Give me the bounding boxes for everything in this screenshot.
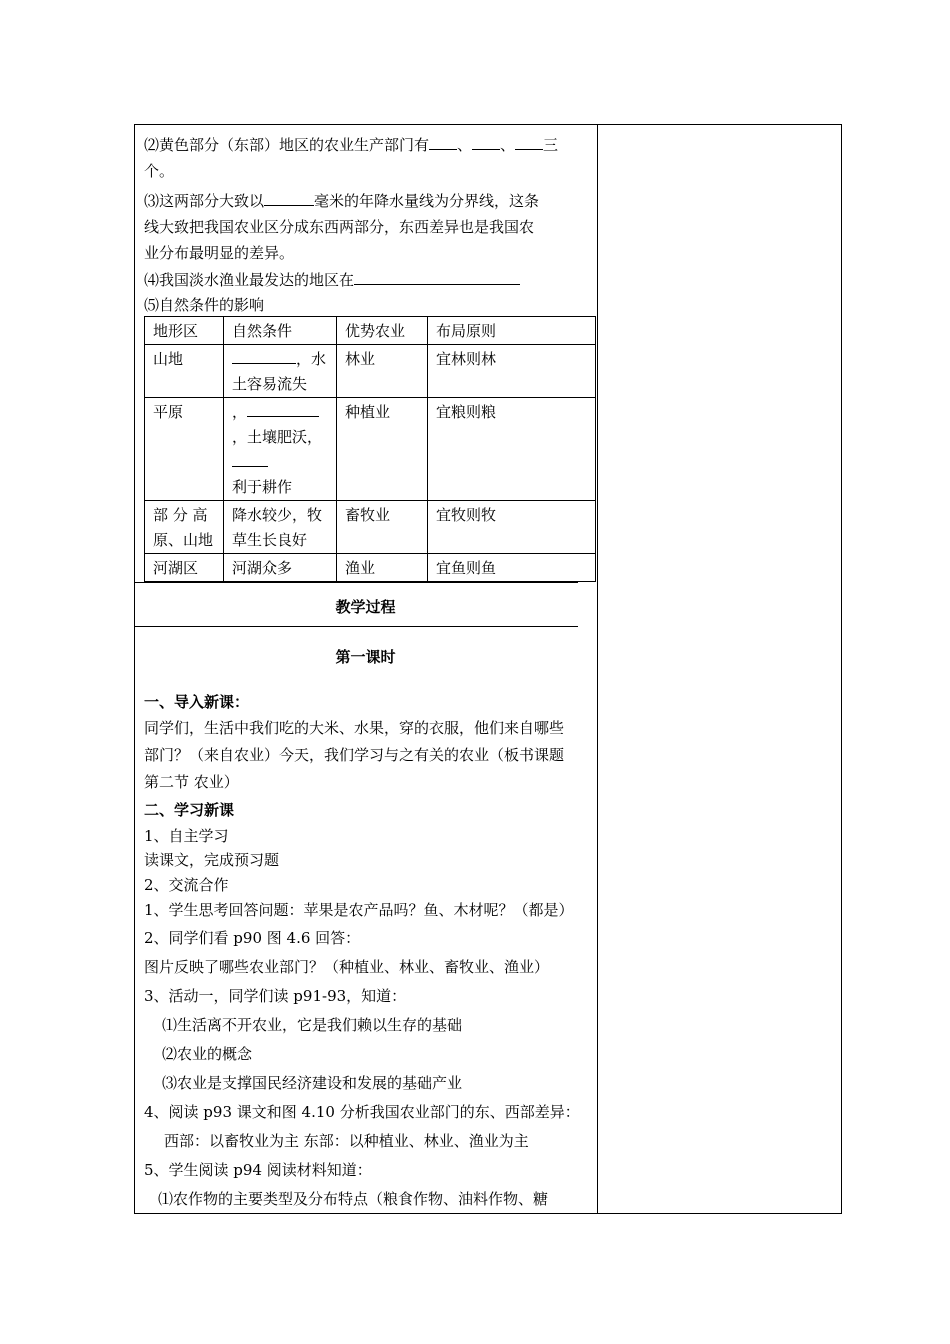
paragraph-line: 第二节 农业） [144, 772, 239, 791]
table-cell: 畜牧业 [337, 501, 428, 554]
table-header: 自然条件 [224, 317, 337, 345]
list-item: 读课文，完成预习题 [144, 851, 280, 869]
table-row [145, 345, 596, 398]
table-row [145, 554, 596, 582]
table-cell [145, 501, 224, 554]
question-2 [144, 132, 592, 184]
question-5 [144, 294, 592, 316]
q5-text: ⑸自然条件的影响 [144, 296, 265, 314]
cell-text: 原、山地 [153, 531, 214, 549]
q3-line2: 线大致把我国农业区分成东西两部分，东西差异也是我国农 [144, 218, 535, 236]
column-divider [597, 124, 598, 1214]
table-row [145, 501, 596, 554]
table-cell [224, 345, 337, 398]
table-cell: 河湖众多 [224, 554, 337, 582]
list-item: 4、阅读 p93 课文和图 4.10 分析我国农业部门的东、西部差异： [144, 1103, 580, 1121]
q3-line1 [144, 188, 592, 214]
list-item: 图片反映了哪些农业部门？（种植业、林业、畜牧业、渔业） [144, 958, 550, 976]
table-cell: 种植业 [337, 398, 428, 501]
list-item: ⑶农业是支撑国民经济建设和发展的基础产业 [162, 1074, 463, 1092]
table-cell: 平原 [145, 398, 224, 501]
paragraph-line: 部门？（来自农业）今天，我们学习与之有关的农业（板书课题 [144, 745, 565, 764]
blank[interactable] [247, 410, 319, 417]
cell-text: ，水 [296, 350, 327, 368]
q4-text: ⑷我国淡水渔业最发达的地区在 [144, 271, 355, 289]
cell-text: 利于耕作 [232, 478, 293, 496]
table-cell: 宜鱼则鱼 [428, 554, 596, 582]
q3-text: 毫米的年降水量线为分界线，这条 [314, 192, 540, 210]
table-cell: 河湖区 [145, 554, 224, 582]
list-item: ⑴农作物的主要类型及分布特点（粮食作物、油料作物、糖 [158, 1190, 549, 1208]
blank[interactable] [264, 189, 314, 206]
table-cell [224, 501, 337, 554]
blank[interactable] [232, 460, 268, 467]
table-cell: 宜林则林 [428, 345, 596, 398]
list-item: 1、自主学习 [144, 826, 229, 845]
natural-conditions-table [144, 316, 596, 582]
separator: 、 [500, 136, 516, 154]
list-item: 1、学生思考回答问题：苹果是农产品吗？鱼、木材呢？（都是） [144, 901, 574, 919]
list-item: ⑵农业的概念 [162, 1045, 253, 1063]
section-divider [134, 582, 578, 583]
table-cell: 山地 [145, 345, 224, 398]
blank[interactable] [429, 133, 457, 150]
list-item: 5、学生阅读 p94 阅读材料知道： [144, 1161, 372, 1179]
table-row [145, 398, 596, 501]
table-header-row [145, 317, 596, 345]
q2-text: ⑵黄色部分（东部）地区的农业生产部门有 [144, 136, 430, 154]
cell-text: ， [232, 403, 248, 421]
heading-new-lesson: 二、学习新课 [144, 800, 235, 819]
list-item: 3、活动一，同学们读 p91-93，知道： [144, 987, 407, 1005]
cell-text: 降水较少，牧 [232, 506, 323, 524]
cell-text: 土容易流失 [232, 375, 308, 393]
q2-text-end: 三 [543, 136, 559, 154]
separator: 、 [457, 136, 473, 154]
table-header: 布局原则 [428, 317, 596, 345]
lesson-body [144, 690, 592, 1214]
table-header: 地形区 [145, 317, 224, 345]
q3-line3: 业分布最明显的差异。 [144, 244, 295, 262]
blank[interactable] [232, 351, 296, 364]
question-3 [144, 188, 592, 266]
list-item: 西部：以畜牧业为主 东部：以种植业、林业、渔业为主 [164, 1132, 529, 1150]
table-cell: 宜牧则牧 [428, 501, 596, 554]
table-cell: 渔业 [337, 554, 428, 582]
question-4 [144, 268, 592, 291]
heading-intro: 一、导入新课： [144, 693, 250, 711]
list-item: 2、同学们看 p90 图 4.6 回答： [144, 929, 361, 947]
table-header: 优势农业 [337, 317, 428, 345]
cell-text: ，土壤肥沃， [232, 428, 323, 446]
section-title: 教学过程 [335, 598, 396, 616]
q3-text: ⑶这两部分大致以 [144, 192, 265, 210]
paragraph-line: 同学们，生活中我们吃的大米、水果，穿的衣服，他们来自哪些 [144, 718, 565, 737]
blank[interactable] [354, 268, 520, 285]
table-cell [224, 398, 337, 501]
q2-line2: 个。 [144, 162, 175, 180]
table-cell: 宜粮则粮 [428, 398, 596, 501]
table-cell: 林业 [337, 345, 428, 398]
cell-text: 部 分 高 [153, 506, 208, 524]
blank[interactable] [515, 133, 543, 150]
list-item: ⑴生活离不开农业，它是我们赖以生存的基础 [162, 1016, 463, 1034]
blank[interactable] [472, 133, 500, 150]
cell-text: 草生长良好 [232, 531, 308, 549]
list-item: 2、交流合作 [144, 875, 229, 894]
section-divider [134, 626, 578, 627]
q2-line1 [144, 132, 592, 158]
lesson-title: 第一课时 [335, 648, 396, 666]
